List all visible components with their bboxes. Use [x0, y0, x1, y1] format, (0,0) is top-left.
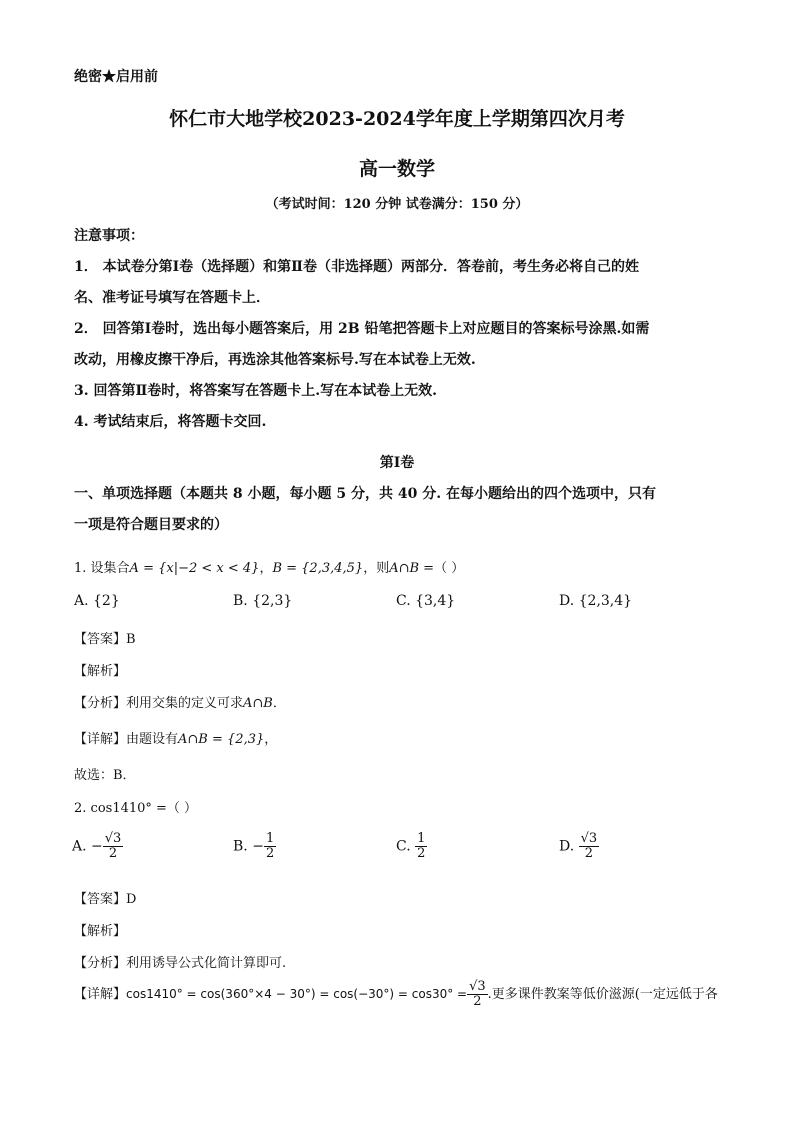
note-line-6: 4. 考试结束后，将答题卡交回. [74, 414, 267, 430]
q1-set-a: A = {x|−2 < x < 4} [129, 561, 260, 576]
q2-option-d-fraction [579, 832, 600, 861]
q2-option-a-sign: − [91, 838, 103, 855]
q2-xiangjie-num: √3 [469, 979, 486, 994]
q1-option-a: A. {2} [74, 593, 120, 609]
q2-option-c-den: 2 [417, 846, 426, 861]
q2-option-d-den: 2 [584, 846, 594, 861]
q1-xiangjie-end: ， [264, 732, 278, 747]
q2-fenxi [74, 952, 286, 971]
q1-conclusion: 故选：B． [74, 768, 136, 783]
q2-option-b-den: 2 [265, 846, 275, 861]
q2-xiangjie-den: 2 [473, 994, 482, 1009]
q2-xiangjie-fraction [467, 980, 488, 1009]
q1-fenxi [74, 692, 286, 711]
q1-suffix: ，则 [363, 561, 390, 576]
q1-sep: ， [259, 561, 273, 576]
note-line-2: 名、准考证号填写在答题卡上． [74, 290, 270, 306]
volume-heading: 第Ⅰ卷 [379, 455, 415, 471]
q2-fenxi-label: 【分析】 [74, 956, 127, 971]
q2-answer: 【答案】D [74, 892, 137, 907]
q2-option-b-num: 1 [265, 831, 275, 846]
q2-fenxi-text: 利用诱导公式化简计算即可. [126, 956, 287, 971]
q1-answer: 【答案】B [74, 632, 136, 647]
note-line-1: 1． 本试卷分第Ⅰ卷（选择题）和第Ⅱ卷（非选择题）两部分．答卷前，考生务必将自己的姓 [74, 259, 639, 275]
q2-option-c [396, 832, 427, 861]
question-2-stem: 2. cos1410° =（ ） [74, 801, 198, 816]
q2-xiangjie [74, 980, 718, 1009]
q2-xiangjie-label: 【详解】 [74, 987, 127, 1002]
notes-heading: 注意事项： [74, 228, 144, 244]
note-line-4: 改动，用橡皮擦干净后，再选涂其他答案标号.写在本试卷上无效. [74, 352, 476, 368]
q1-analysis: 【解析】 [74, 664, 127, 679]
q2-option-a-num: √3 [104, 831, 122, 846]
q1-xiangjie-label: 【详解】 [74, 732, 127, 747]
q1-option-d: D. {2,3,4} [559, 593, 633, 609]
exam-title: 怀仁市大地学校2023-2024学年度上学期第四次月考 [169, 108, 625, 130]
q1-paren: （ ） [434, 561, 465, 576]
q2-option-c-label: C. [396, 838, 411, 855]
q2-xiangjie-math: cos1410° = cos(360°×4 − 30°) = cos(−30°) = cos30° = [126, 987, 468, 1001]
q1-fenxi-text: 利用交集的定义可求 [126, 696, 244, 711]
q2-option-b-fraction [264, 832, 276, 861]
confidential-label: 绝密★启用前 [74, 69, 158, 85]
note-line-5: 3. 回答第Ⅱ卷时，将答案写在答题卡上.写在本试卷上无效. [74, 383, 438, 399]
q1-prefix: 1. 设集合 [74, 561, 130, 576]
q1-option-b: B. {2,3} [233, 593, 293, 609]
q1-fenxi-math: A∩B [243, 696, 273, 711]
q2-option-c-num: 1 [417, 831, 426, 846]
q1-fenxi-label: 【分析】 [74, 696, 127, 711]
q1-set-b: B = {2,3,4,5} [272, 561, 364, 576]
q2-option-a [72, 832, 123, 861]
q1-expr: A∩B = [389, 561, 435, 576]
q1-option-c: C. {3,4} [396, 593, 456, 609]
q1-xiangjie-text: 由题设有 [126, 732, 179, 747]
section-heading-line-2: 一项是符合题目要求的） [74, 517, 228, 533]
note-line-3: 2． 回答第Ⅰ卷时，选出每小题答案后，用 2B 铅笔把答题卡上对应题目的答案标号涂黑.如需 [74, 321, 650, 337]
q1-fenxi-end: ． [272, 696, 286, 711]
q2-option-a-den: 2 [108, 846, 118, 861]
q2-option-b-label: B. [233, 838, 248, 855]
section-heading-line-1: 一、单项选择题（本题共 8 小题，每小题 5 分，共 40 分. 在每小题给出的四个选项中，只有 [74, 486, 656, 502]
q2-option-d-num: √3 [580, 831, 598, 846]
exam-info: （考试时间：120 分钟 试卷满分：150 分） [265, 197, 529, 212]
q2-option-b [233, 832, 276, 861]
q2-option-c-fraction [415, 832, 427, 861]
q2-option-a-fraction [103, 832, 124, 861]
q1-xiangjie-math: A∩B = {2,3} [178, 732, 265, 747]
q2-option-d [559, 832, 599, 861]
q2-analysis: 【解析】 [74, 924, 127, 939]
q2-option-b-sign: − [252, 838, 264, 855]
question-1-stem [74, 557, 464, 576]
q2-option-a-label: A. [72, 838, 87, 855]
q2-option-d-label: D. [559, 838, 575, 855]
q1-xiangjie [74, 728, 277, 747]
q2-xiangjie-tail: .更多课件教案等低价滋源(一定远低于各 [487, 987, 718, 1002]
subject-title: 高一数学 [358, 158, 435, 180]
